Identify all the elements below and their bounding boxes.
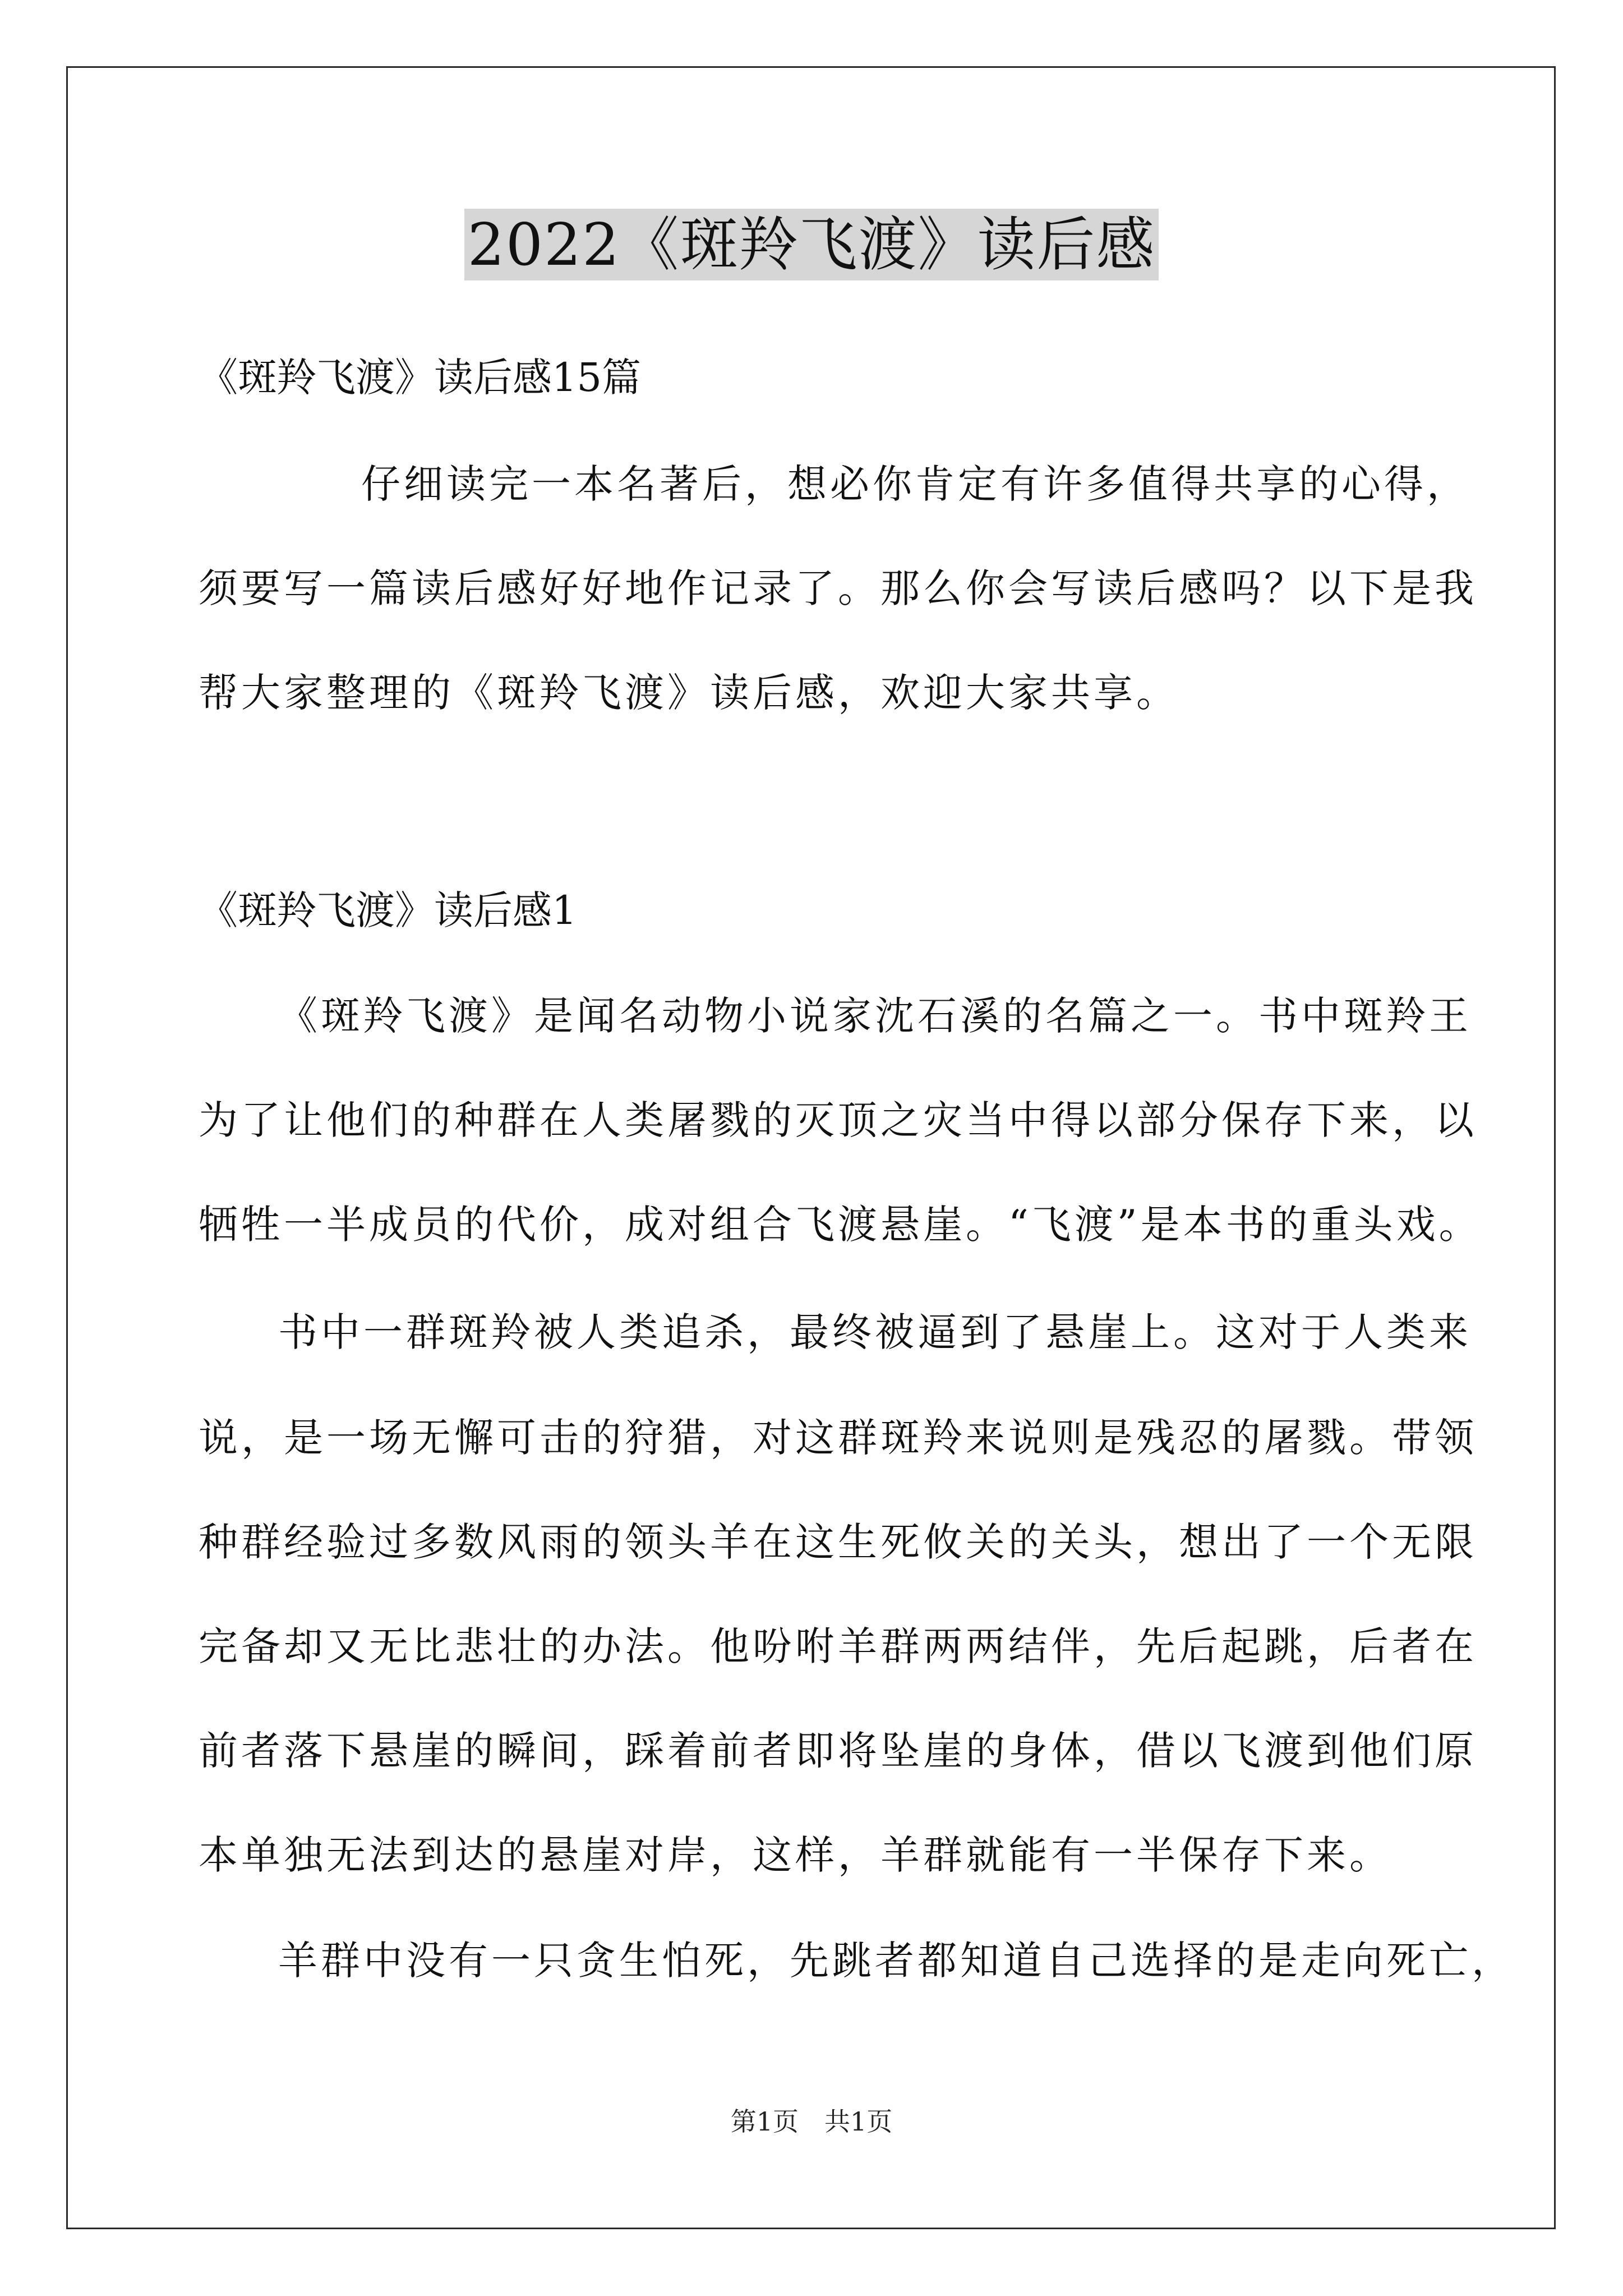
para3-line-1: 羊群中没有一只贪生怕死，先跳者都知道自己选择的是走向死亡，: [278, 1938, 1514, 1984]
para2-line-5: 前者落下悬崖的瞬间，踩着前者即将坠崖的身体，借以飞渡到他们原: [199, 1728, 1477, 1774]
document-subtitle: 《斑羚飞渡》读后感15篇: [199, 355, 642, 401]
page-footer: 第1页 共1页: [730, 2106, 893, 2137]
title-container: [0, 209, 1623, 280]
para2-line-1: 书中一群斑羚被人类追杀，最终被逼到了悬崖上。这对于人类来: [278, 1309, 1472, 1355]
para1-line-3: 牺牲一半成员的代价，成对组合飞渡悬崖。“飞渡”是本书的重头戏。: [199, 1202, 1482, 1248]
document-title: 2022《斑羚飞渡》读后感: [464, 209, 1159, 280]
intro-line-2: 须要写一篇读后感好好地作记录了。那么你会写读后感吗？以下是我: [199, 565, 1477, 611]
intro-line-3: 帮大家整理的《斑羚飞渡》读后感，欢迎大家共享。: [199, 670, 1179, 716]
para2-line-2: 说，是一场无懈可击的狩猎，对这群斑羚来说则是残忍的屠戮。带领: [199, 1415, 1477, 1461]
para1-line-2: 为了让他们的种群在人类屠戮的灭顶之灾当中得以部分保存下来，以: [199, 1097, 1477, 1143]
para1-line-1: 《斑羚飞渡》是闻名动物小说家沈石溪的名篇之一。书中斑羚王: [278, 993, 1472, 1039]
para2-line-3: 种群经验过多数风雨的领头羊在这生死攸关的关头，想出了一个无限: [199, 1519, 1477, 1565]
section-heading: 《斑羚飞渡》读后感1: [199, 887, 577, 933]
intro-line-1: 仔细读完一本名著后，想必你肯定有许多值得共享的心得，: [361, 461, 1469, 507]
para2-line-4: 完备却又无比悲壮的办法。他吩咐羊群两两结伴，先后起跳，后者在: [199, 1623, 1477, 1669]
para2-line-6: 本单独无法到达的悬崖对岸，这样，羊群就能有一半保存下来。: [199, 1832, 1392, 1878]
